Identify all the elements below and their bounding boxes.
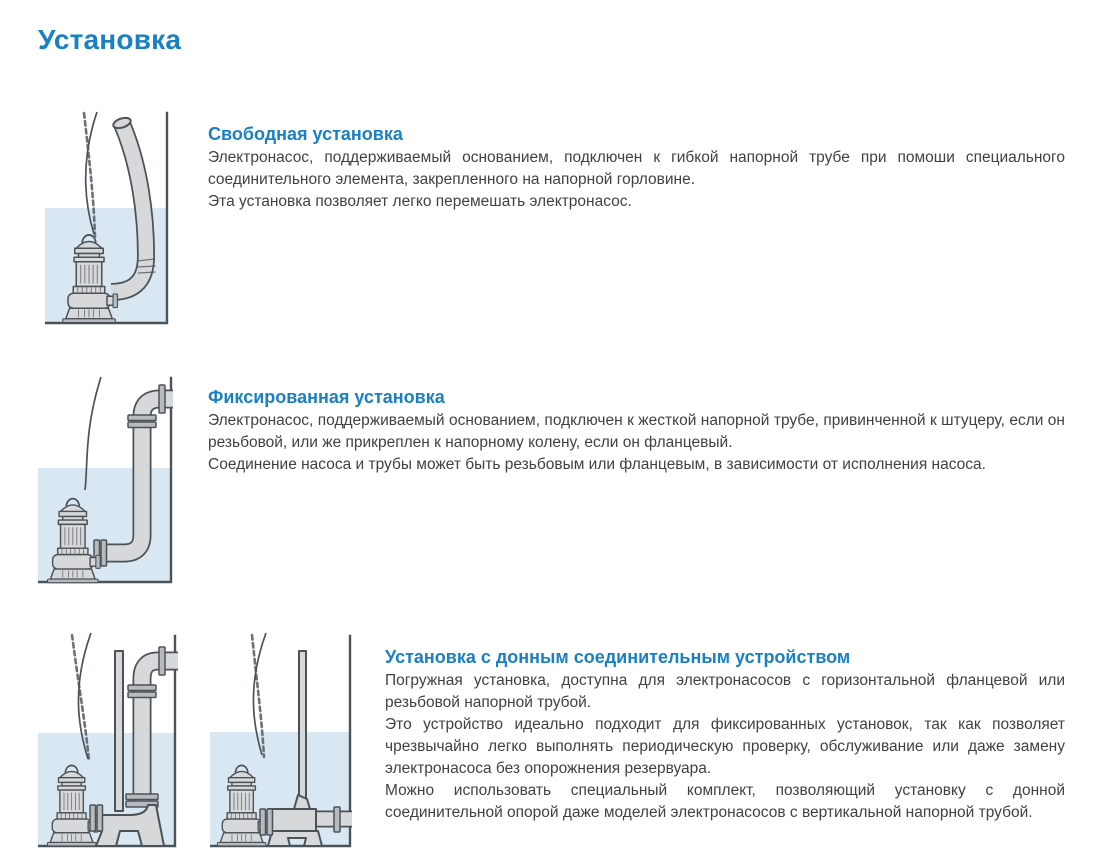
paragraph: Электронасос, поддерживаемый основанием, подключен к гибкой напорной трубе при помоши специального соединительного элемента, закрепленного на напорной горловине. xyxy=(208,149,1065,188)
figure-free-installation xyxy=(45,110,170,330)
pump-bottom-coupling-horizontal-illustration xyxy=(210,633,352,848)
discharge-flange xyxy=(90,805,96,831)
figure-fixed-installation xyxy=(38,375,173,590)
section-free-installation xyxy=(208,122,1065,213)
section-bottom-coupling-installation xyxy=(385,645,1065,824)
paragraph: Соединение насоса и трубы может быть резьбовым или фланцевым, в зависимости от исполнения насоса. xyxy=(208,456,986,473)
pump-rigid-pipe-illustration xyxy=(38,375,173,585)
section-body xyxy=(208,147,1065,213)
guide-tube xyxy=(115,651,123,811)
figure-bottom-coupling-horizontal xyxy=(210,633,352,853)
paragraph: Эта установка позволяет легко перемешать электронасос. xyxy=(208,193,632,210)
paragraph: Электронасос, поддерживаемый основанием, подключен к жесткой напорной трубе, привинченной к штуцеру, если он резьбовой, или же прикреплен к напорному колену, если он фланцевый. xyxy=(208,412,1065,451)
section-heading: Свободная установка xyxy=(208,124,403,144)
discharge-flange xyxy=(260,809,266,835)
paragraph: Можно использовать специальный комплект, позволяющий установку с донной соединительной опорой даже моделей электронасосов с вертикальной напорной трубой. xyxy=(385,782,1065,821)
section-heading: Установка с донным соединительным устройством xyxy=(385,647,851,667)
section-fixed-installation xyxy=(208,385,1065,476)
pump-flexible-hose-illustration xyxy=(45,110,170,325)
discharge-flange xyxy=(97,805,103,831)
section-body xyxy=(208,410,1065,476)
paragraph: Погружная установка, доступна для электронасосов с горизонтальной фланцевой или резьбовой напорной трубой. xyxy=(385,672,1065,711)
section-heading: Фиксированная установка xyxy=(208,387,445,407)
guide-rod xyxy=(299,651,306,813)
pump-bottom-coupling-vertical-illustration xyxy=(38,633,178,848)
discharge-flange xyxy=(267,809,273,835)
figure-bottom-coupling-vertical xyxy=(38,633,178,853)
page-title: Установка xyxy=(38,24,182,55)
paragraph: Это устройство идеально подходит для фиксированных установок, так как позволяет чрезвычайно легко выполнять периодическую проверку, обслуживание или даже замену электронасоса без опорожнения резервуара. xyxy=(385,716,1065,777)
section-body xyxy=(385,670,1065,824)
